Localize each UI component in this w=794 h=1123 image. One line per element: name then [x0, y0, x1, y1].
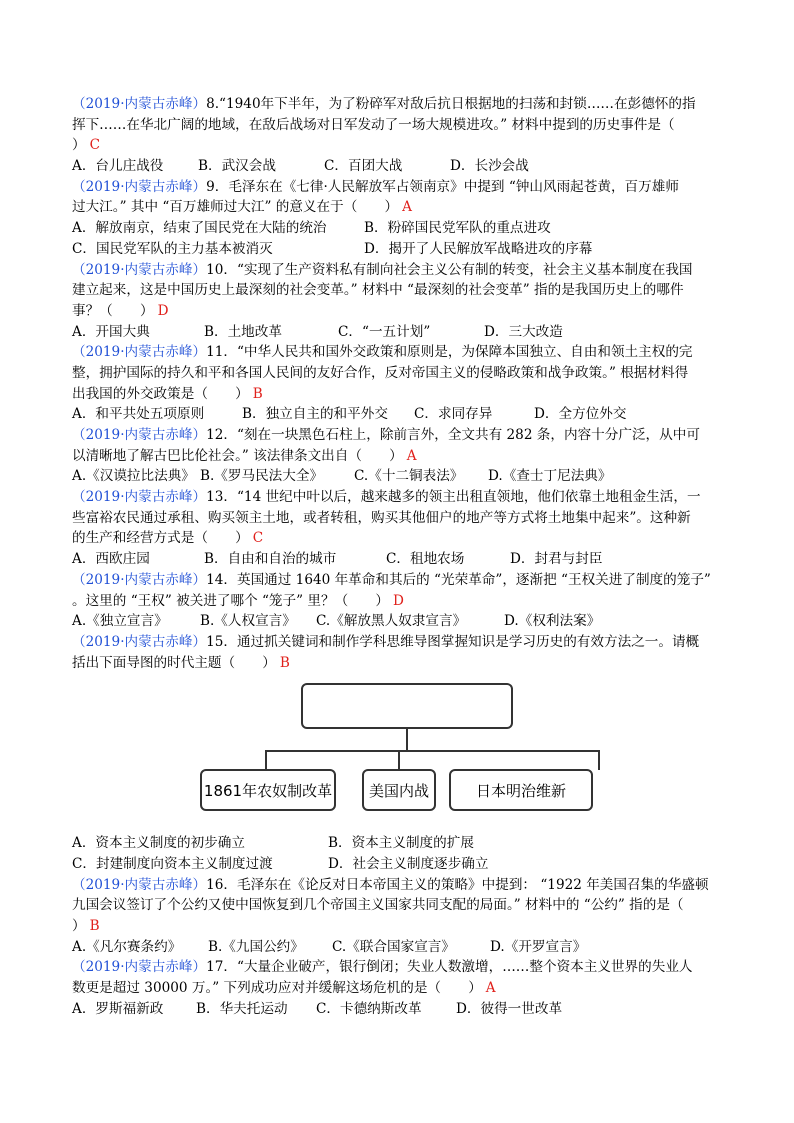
mind-map-diagram — [72, 679, 724, 829]
question-13-answer: C — [252, 530, 264, 547]
option-c: C．求同存异 — [414, 406, 493, 423]
option-a: A.《汉谟拉比法典》 — [72, 468, 195, 485]
mind-map-child-serf-reform: 1861年农奴制改革 — [200, 769, 336, 811]
question-16-source: （2019·内蒙古赤峰） — [72, 876, 207, 893]
option-b: B．独立自主的和平外交 — [242, 406, 388, 423]
question-10-line-3: 事？（ ） D — [72, 302, 169, 319]
question-15-answer: B — [279, 654, 290, 671]
question-15-line-2: 括出下面导图的时代主题（ ） B — [72, 654, 290, 671]
option-a: A．罗斯福新政 — [72, 1000, 164, 1017]
option-b: B．资本主义制度的扩展 — [328, 835, 474, 852]
question-16-line-2: 九国会议签订了个公约又使中国恢复到几个帝国主义国家共同支配的局面。” 材料中的 “公约” 指的是（ — [72, 897, 684, 914]
option-a: A．和平共处五项原则 — [72, 406, 205, 423]
option-d: D．三大改造 — [484, 323, 563, 340]
question-14-answer: D — [392, 592, 404, 609]
connector-line — [406, 729, 408, 751]
question-14-line-2: 。这里的 “王权” 被关进了哪个 “笼子” 里？（ ） D — [72, 592, 404, 609]
question-8-options — [72, 156, 724, 177]
option-d: D．揭开了人民解放军战略进攻的序幕 — [364, 240, 593, 257]
option-a: A．资本主义制度的初步确立 — [72, 835, 245, 852]
question-8-line-1: （2019·内蒙古赤峰）8.“1940年下半年，为了粉碎军对敌后抗日根据地的扫荡和封锁……在彭德怀的指 — [72, 96, 696, 112]
option-c: C．租地农场 — [386, 551, 465, 568]
question-8-source: （2019·内蒙古赤峰） — [72, 96, 207, 112]
question-15-options-row-2 — [72, 854, 724, 875]
question-9-answer: A — [402, 199, 412, 216]
option-a: A．台儿庄战役 — [72, 158, 164, 175]
question-14-source: （2019·内蒙古赤峰） — [72, 571, 207, 588]
question-9-options-row-1 — [72, 218, 724, 239]
question-11-line-2: 整，拥护国际的持久和平和各国人民间的友好合作，反对帝国主义的侵略政策和战争政策。” 根据材料得 — [72, 364, 689, 381]
question-14-line-1: （2019·内蒙古赤峰）14．英国通过 1640 年革命和其后的 “光荣革命”，逐渐把 “王权关进了制度的笼子” — [72, 571, 711, 588]
option-b: B．自由和自治的城市 — [204, 551, 337, 568]
connector-line — [598, 750, 600, 770]
connector-line — [398, 750, 400, 770]
option-d: D．彼得一世改革 — [456, 1000, 563, 1017]
option-d: D．社会主义制度逐步确立 — [328, 855, 489, 872]
question-17-answer: A — [485, 980, 496, 997]
mind-map-child-us-civil-war: 美国内战 — [362, 769, 436, 811]
question-11-source: （2019·内蒙古赤峰） — [72, 344, 207, 361]
question-12-line-1: （2019·内蒙古赤峰）12．“刻在一块黑色石柱上，除前言外，全文共有 282 条，内容十分广泛，从中可 — [72, 427, 700, 443]
question-17-line-2: 数更是超过 30000 万。” 下列成功应对并缓解这场危机的是（ ） A — [72, 980, 496, 997]
question-16-options — [72, 937, 724, 958]
question-12-line-2: 以清晰地了解古巴比伦社会。” 该法律条文出自（ ） A — [72, 447, 417, 464]
question-11-answer: B — [252, 385, 263, 402]
question-13-line-3: 的生产和经营方式是（ ） C — [72, 530, 264, 547]
option-c: C．“一五计划” — [338, 323, 431, 340]
option-d: D．全方位外交 — [534, 406, 627, 423]
option-a: A.《凡尔赛条约》 — [72, 938, 182, 955]
option-c: C．百团大战 — [324, 158, 403, 175]
option-b: B．土地改革 — [204, 323, 282, 340]
question-10-source: （2019·内蒙古赤峰） — [72, 261, 207, 278]
question-10-line-1: （2019·内蒙古赤峰）10．“实现了生产资料私有制向社会主义公有制的转变，社会主义基本制度在我国 — [72, 261, 693, 278]
option-c: C．国民党军队的主力基本被消灭 — [72, 240, 273, 257]
question-8-answer: C — [89, 137, 100, 154]
question-16-line-1: （2019·内蒙古赤峰）16．毛泽东在《论反对日本帝国主义的策略》中提到： “1922 年美国召集的华盛顿 — [72, 876, 709, 893]
question-15-line-1: （2019·内蒙古赤峰）15．通过抓关键词和制作学科思维导图掌握知识是学习历史的有效方法之一。请概 — [72, 633, 700, 650]
question-page — [72, 94, 724, 1019]
option-c: C.《十二铜表法》 — [354, 468, 464, 485]
option-a: A．解放南京，结束了国民党在大陆的统治 — [72, 220, 327, 237]
question-15-options-row-1 — [72, 833, 724, 854]
question-17-options — [72, 999, 724, 1020]
question-13-source: （2019·内蒙古赤峰） — [72, 489, 207, 506]
question-8-line-3: ） C — [72, 137, 100, 154]
option-b: B．华夫托运动 — [196, 1000, 288, 1017]
question-11-options — [72, 404, 724, 425]
question-10-answer: D — [157, 302, 169, 319]
question-16-answer: B — [89, 918, 100, 934]
option-c: C.《解放黑人奴隶宣言》 — [316, 613, 467, 630]
option-a: A.《独立宣言》 — [72, 613, 168, 630]
question-13-options — [72, 549, 724, 570]
question-9-source: （2019·内蒙古赤峰） — [72, 178, 207, 195]
question-17-line-1: （2019·内蒙古赤峰）17．“大量企业破产，银行倒闭；失业人数激增，……整个资本主义世界的失业人 — [72, 959, 693, 976]
option-b: B．武汉会战 — [198, 158, 276, 175]
option-d: D.《开罗宣言》 — [490, 938, 587, 955]
mind-map-topic-box — [301, 683, 513, 729]
connector-line — [265, 750, 267, 770]
question-8-line-2: 挥下……在华北广阔的地域，在敌后战场对日军发动了一场大规模进攻。” 材料中提到的历史事件是（ — [72, 116, 675, 133]
question-9-line-2: 过大江。” 其中 “百万雄师过大江” 的意义在于（ ） A — [72, 199, 412, 216]
option-a: A．西欧庄园 — [72, 551, 150, 568]
question-13-line-1: （2019·内蒙古赤峰）13．“14 世纪中叶以后，越来越多的领主出租直领地，他们依靠土地租金生活，一 — [72, 489, 701, 506]
mind-map-child-meiji-restoration: 日本明治维新 — [449, 769, 593, 811]
question-15-source: （2019·内蒙古赤峰） — [72, 633, 207, 650]
question-13-line-2: 些富裕农民通过承租、购买领主土地，或者转租，购买其他佃户的地产等方式将土地集中起来”。这种新 — [72, 509, 691, 526]
question-9-options-row-2 — [72, 239, 724, 260]
question-17-source: （2019·内蒙古赤峰） — [72, 959, 207, 976]
option-b: B.《人权宣言》 — [200, 613, 296, 630]
option-c: C.《联合国家宣言》 — [332, 938, 455, 955]
question-12-source: （2019·内蒙古赤峰） — [72, 427, 207, 443]
question-12-answer: A — [406, 447, 417, 464]
option-b: B.《九国公约》 — [208, 938, 304, 955]
question-12-options — [72, 466, 724, 487]
question-11-line-3: 出我国的外交政策是（ ） B — [72, 385, 263, 402]
connector-line — [265, 750, 600, 752]
question-10-line-2: 建立起来，这是中国历史上最深刻的社会变革。” 材料中 “最深刻的社会变革” 指的是我国历史上的哪件 — [72, 282, 684, 299]
option-d: D．长沙会战 — [450, 158, 529, 175]
option-d: D．封君与封臣 — [510, 551, 603, 568]
option-b: B.《罗马民法大全》 — [200, 468, 324, 485]
option-c: C．封建制度向资本主义制度过渡 — [72, 855, 273, 872]
question-16-line-3: ） B — [72, 918, 100, 934]
option-d: D.《权利法案》 — [504, 613, 601, 630]
option-c: C．卡德纳斯改革 — [316, 1000, 422, 1017]
option-b: B．粉碎国民党军队的重点进攻 — [364, 220, 551, 237]
option-d: D.《查士丁尼法典》 — [488, 468, 612, 485]
question-14-options — [72, 611, 724, 632]
question-10-options — [72, 322, 724, 343]
option-a: A．开国大典 — [72, 323, 150, 340]
question-11-line-1: （2019·内蒙古赤峰）11．“中华人民共和国外交政策和原则是，为保障本国独立、自由和领土主权的完 — [72, 344, 693, 361]
question-9-line-1: （2019·内蒙古赤峰）9．毛泽东在《七律·人民解放军占领南京》中提到 “钟山风雨起苍黄，百万雄师 — [72, 178, 679, 195]
